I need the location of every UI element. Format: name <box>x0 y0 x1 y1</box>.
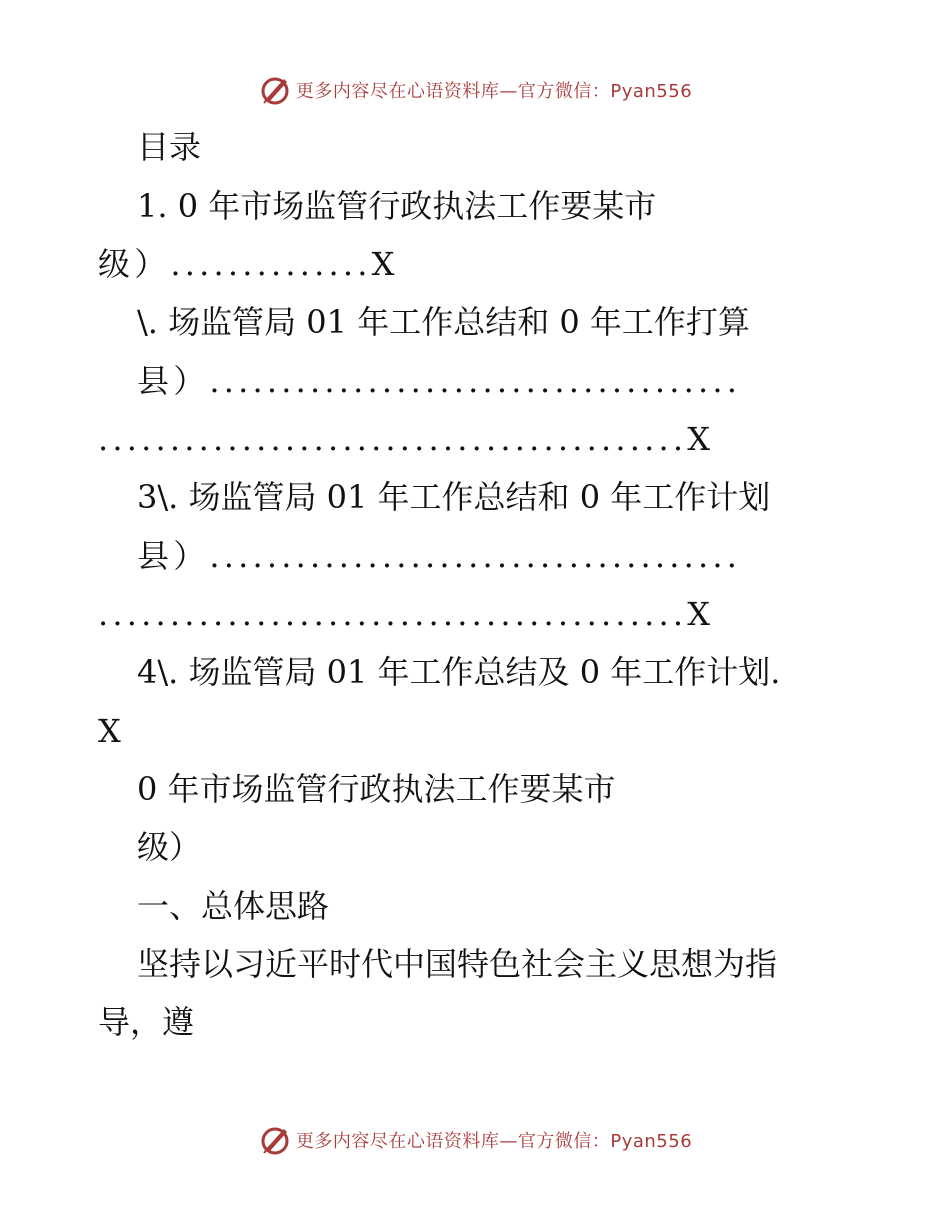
toc-entry-2-line2: 县）..................................... <box>137 362 742 400</box>
toc-entry-2-line3: .........................................X <box>98 420 715 458</box>
toc-entry-4-line1: 4\. 场监管局 01 年工作总结及 0 年工作计划. <box>137 653 781 691</box>
toc-entry-1-line2: 级）..............X <box>98 245 399 283</box>
paragraph-line1: 坚持以习近平时代中国特色社会主义思想为指 <box>137 945 778 983</box>
paragraph-line2: 导，遵 <box>98 1003 195 1041</box>
toc-heading: 目录 <box>137 128 202 166</box>
body-title-line2: 级） <box>137 828 202 866</box>
toc-entry-3-line3: .........................................X <box>98 595 715 633</box>
quill-logo-icon <box>258 1123 292 1157</box>
watermark-text: 更多内容尽在心语资料库—官方微信：Pyan556 <box>295 1131 693 1152</box>
toc-entry-4-line2: X <box>98 712 121 750</box>
toc-entry-2-line1: \. 场监管局 01 年工作总结和 0 年工作打算 <box>137 303 750 341</box>
toc-entry-3-line1: 3\. 场监管局 01 年工作总结和 0 年工作计划 <box>137 478 771 516</box>
toc-entry-1-line1: 1. 0 年市场监管行政执法工作要某市 <box>137 187 657 225</box>
toc-entry-3-line2: 县）..................................... <box>137 537 742 575</box>
watermark-text: 更多内容尽在心语资料库—官方微信：Pyan556 <box>295 81 693 102</box>
watermark-banner-bottom <box>0 1120 950 1160</box>
section-heading: 一、总体思路 <box>137 887 330 925</box>
body-title-line1: 0 年市场监管行政执法工作要某市 <box>137 770 616 808</box>
